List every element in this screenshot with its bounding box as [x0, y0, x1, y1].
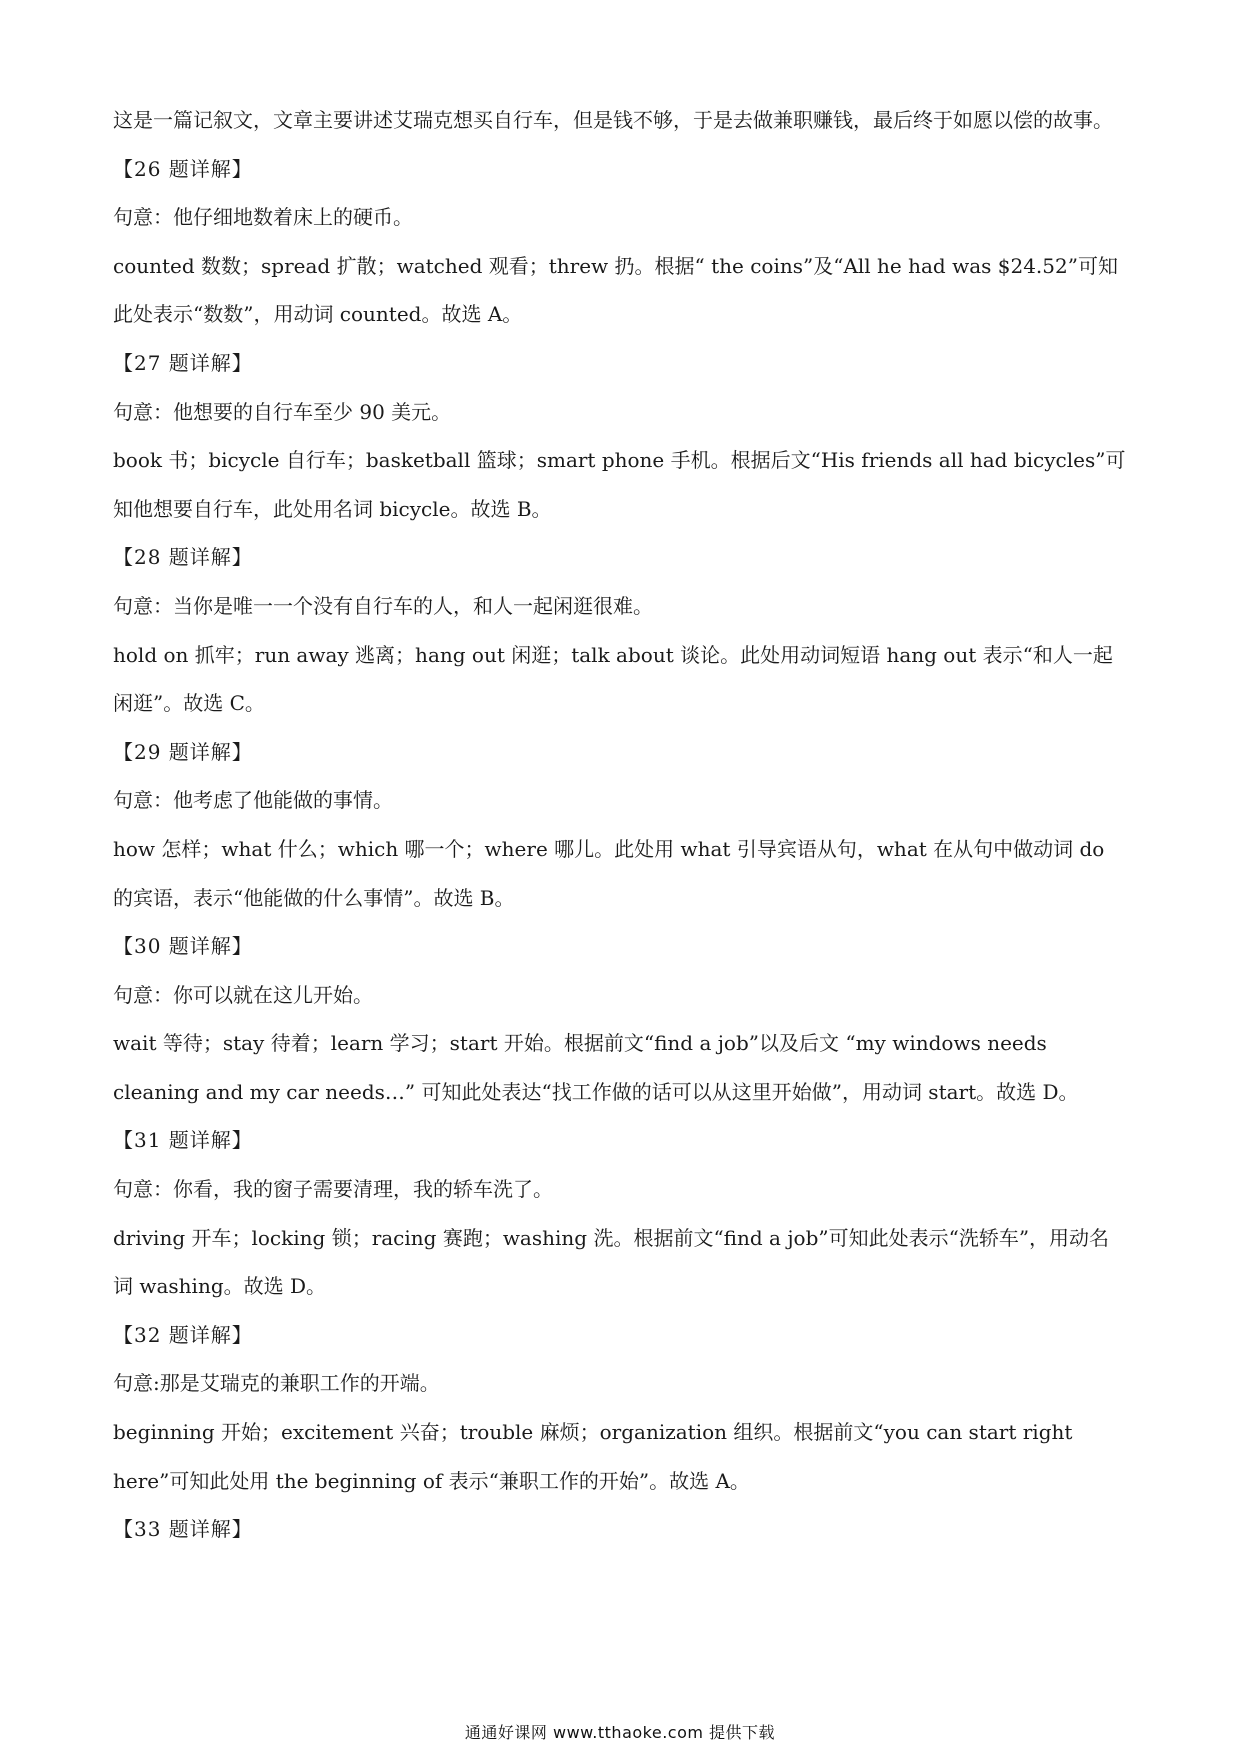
- section-header: 【27 题详解】: [113, 350, 253, 375]
- section-30: [113, 922, 1128, 1116]
- answer-analysis: book 书；bicycle 自行车；basketball 篮球；smart phone 手机。根据后文“His friends all had bicycles”可知他想要自行车，此处用名词 bicycle。故选 B。: [113, 448, 1126, 521]
- section-29: [113, 728, 1128, 922]
- section-header: 【29 题详解】: [113, 739, 253, 764]
- sentence-meaning: 句意:那是艾瑞克的兼职工作的开端。: [113, 1371, 440, 1396]
- answer-analysis: how 怎样；what 什么；which 哪一个；where 哪儿。此处用 what 引导宾语从句，what 在从句中做动词 do 的宾语，表示“他能做的什么事情”。故选 B。: [113, 836, 1105, 910]
- answer-analysis: counted 数数；spread 扩散；watched 观看；threw 扔。根据“ the coins”及“All he had was $24.52”可知此处表示“数数”，用动词 counted。故选 A。: [113, 253, 1118, 327]
- section-header: 【32 题详解】: [113, 1322, 253, 1347]
- section-28: [113, 533, 1128, 727]
- sentence-meaning: 句意：他仔细地数着床上的硬币。: [113, 205, 413, 230]
- section-header: 【28 题详解】: [113, 545, 253, 570]
- answer-analysis: beginning 开始；excitement 兴奋；trouble 麻烦；organization 组织。根据前文“you can start right here”可知此处用 the beginning of 表示“兼职工作的开始”。故选 A。: [113, 1420, 1073, 1493]
- footer-source-text: 通通好课网 www.tthaoke.com 提供下载: [464, 1723, 776, 1742]
- sentence-meaning: 句意：他想要的自行车至少 90 美元。: [113, 399, 452, 424]
- answer-analysis: driving 开车；locking 锁；racing 赛跑；washing 洗。根据前文“find a job”可知此处表示“洗轿车”，用动名词 washing。故选 D。: [113, 1225, 1110, 1299]
- answer-analysis: wait 等待；stay 待着；learn 学习；start 开始。根据前文“find a job”以及后文 “my windows needs cleaning and my car needs…” 可知此处表达“找工作做的话可以从这里开始做”，用动词 start。故选 D。: [113, 1031, 1079, 1104]
- answer-analysis: hold on 抓牢；run away 逃离；hang out 闲逛；talk about 谈论。此处用动词短语 hang out 表示“和人一起闲逛”。故选 C。: [113, 642, 1113, 716]
- section-27: [113, 339, 1128, 533]
- sentence-meaning: 句意：当你是唯一一个没有自行车的人，和人一起闲逛很难。: [113, 593, 653, 618]
- section-header: 【30 题详解】: [113, 934, 253, 959]
- section-31: [113, 1116, 1128, 1310]
- sentence-meaning: 句意：你可以就在这儿开始。: [113, 982, 373, 1007]
- intro-paragraph: 这是一篇记叙文，文章主要讲述艾瑞克想买自行车，但是钱不够，于是去做兼职赚钱，最后终于如愿以偿的故事。: [113, 108, 1113, 132]
- section-header: 【26 题详解】: [113, 156, 253, 181]
- section-33-header: 【33 题详解】: [113, 1517, 253, 1542]
- document-body: [113, 96, 1128, 1554]
- sentence-meaning: 句意：你看，我的窗子需要清理，我的轿车洗了。: [113, 1177, 553, 1202]
- section-header: 【31 题详解】: [113, 1128, 253, 1153]
- section-26: [113, 145, 1128, 339]
- section-32: [113, 1311, 1128, 1505]
- sentence-meaning: 句意：他考虑了他能做的事情。: [113, 788, 393, 813]
